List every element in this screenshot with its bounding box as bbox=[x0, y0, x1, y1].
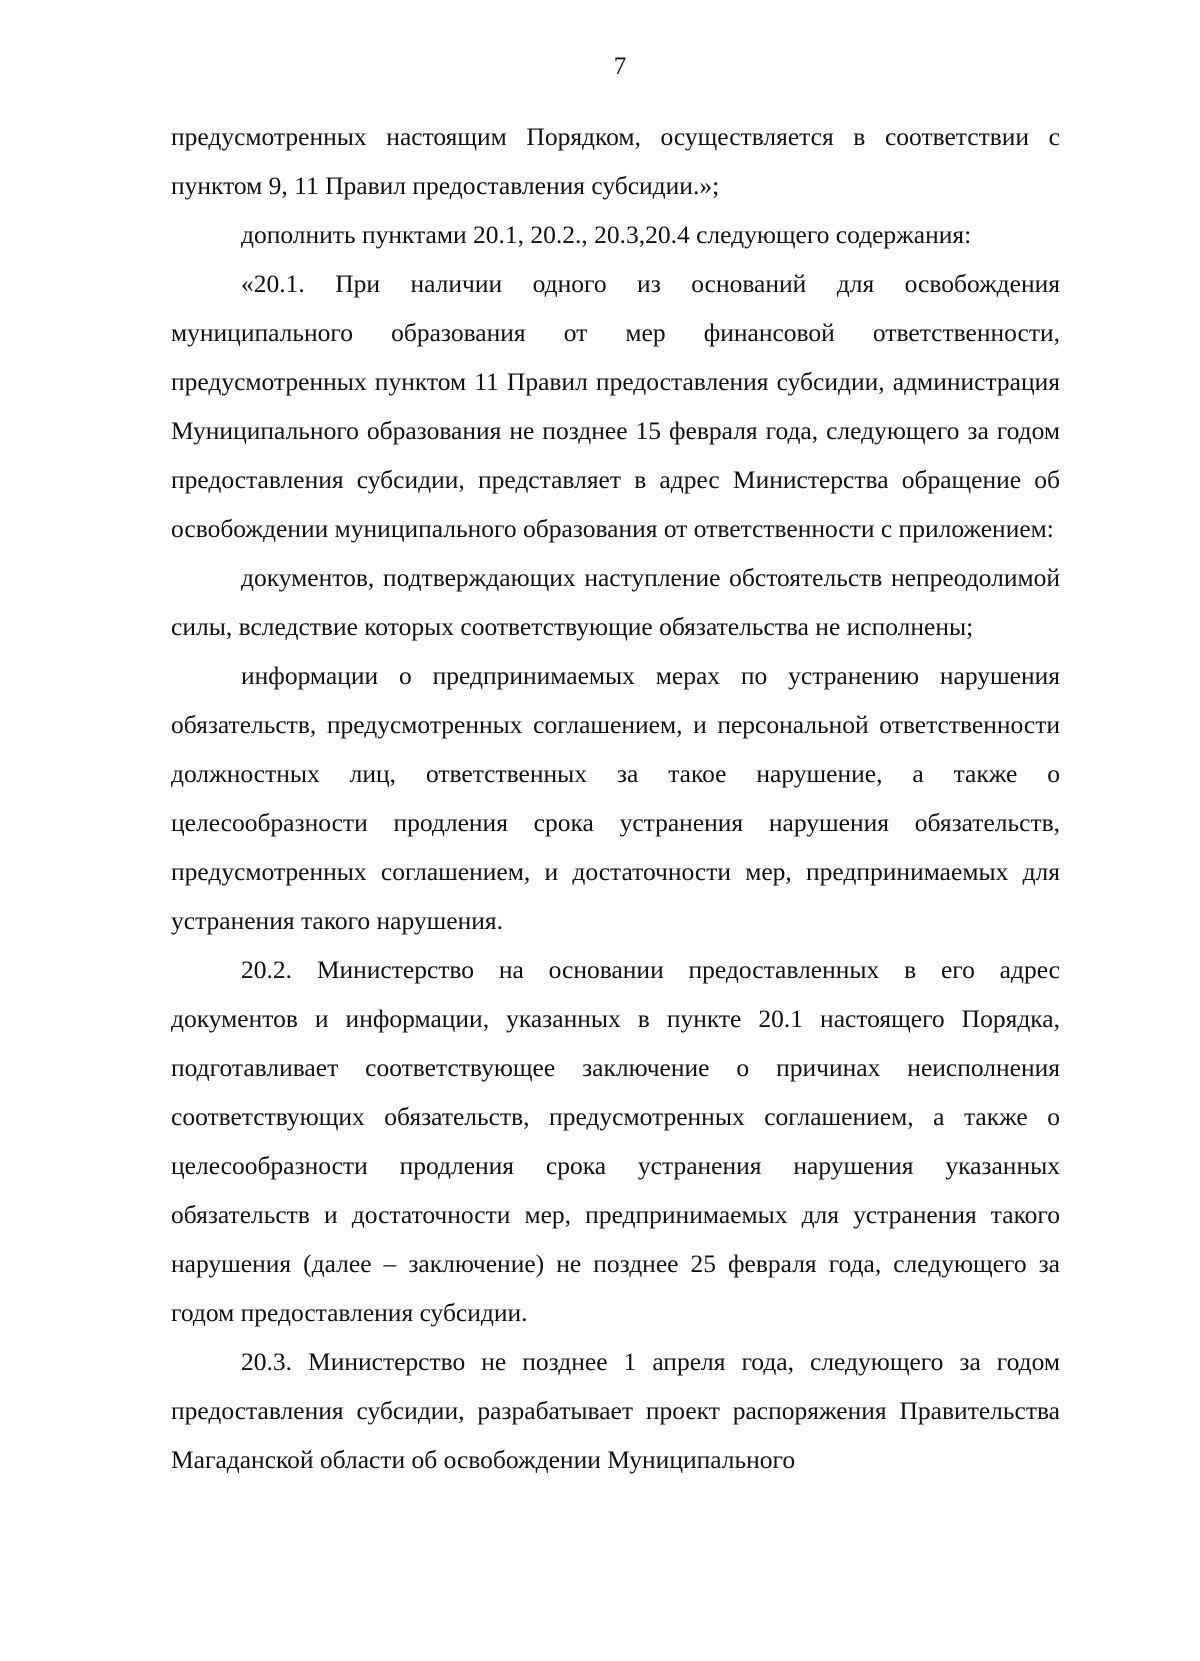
page-number: 7 bbox=[613, 53, 627, 80]
document-body bbox=[171, 112, 1060, 1484]
paragraph-20-1-documents: документов, подтверждающих наступление обстоятельств непреодолимой силы, вследствие которых соответствующие обязательства не исполнены; bbox=[171, 563, 1060, 641]
paragraph-20-1: «20.1. При наличии одного из оснований для освобождения муниципального образования от мер финансовой ответственности, предусмотренных пунктом 11 Правил предоставления субсидии, администрация Муниципального образования не позднее 15 февраля года, следующего за годом предоставления субсидии, представляет в адрес Министерства обращение об освобождении муниципального образования от ответственности с приложением: bbox=[171, 269, 1060, 543]
paragraph-20-1-information: информации о предпринимаемых мерах по устранению нарушения обязательств, предусмотренных соглашением, и персональной ответственности должностных лиц, ответственных за такое нарушение, а также о целесообразности продления срока устранения нарушения обязательств, предусмотренных соглашением, и достаточности мер, предпринимаемых для устранения такого нарушения. bbox=[171, 661, 1060, 935]
paragraph-20-3: 20.3. Министерство не позднее 1 апреля года, следующего за годом предоставления субсидии, разрабатывает проект распоряжения Правительства Магаданской области об освобождении Муниципального bbox=[171, 1347, 1060, 1474]
paragraph-continuation: предусмотренных настоящим Порядком, осуществляется в соответствии с пунктом 9, 11 Правил предоставления субсидии.»; bbox=[171, 122, 1060, 200]
paragraph-amendment-intro: дополнить пунктами 20.1, 20.2., 20.3,20.4 следующего содержания: bbox=[241, 220, 972, 249]
paragraph-20-2: 20.2. Министерство на основании предоставленных в его адрес документов и информации, указанных в пункте 20.1 настоящего Порядка, подготавливает соответствующее заключение о причинах неисполнения соответствующих обязательств, предусмотренных соглашением, а также о целесообразности продления срока устранения нарушения указанных обязательств и достаточности мер, предпринимаемых для устранения такого нарушения (далее – заключение) не позднее 25 февраля года, следующего за годом предоставления субсидии. bbox=[171, 955, 1060, 1327]
